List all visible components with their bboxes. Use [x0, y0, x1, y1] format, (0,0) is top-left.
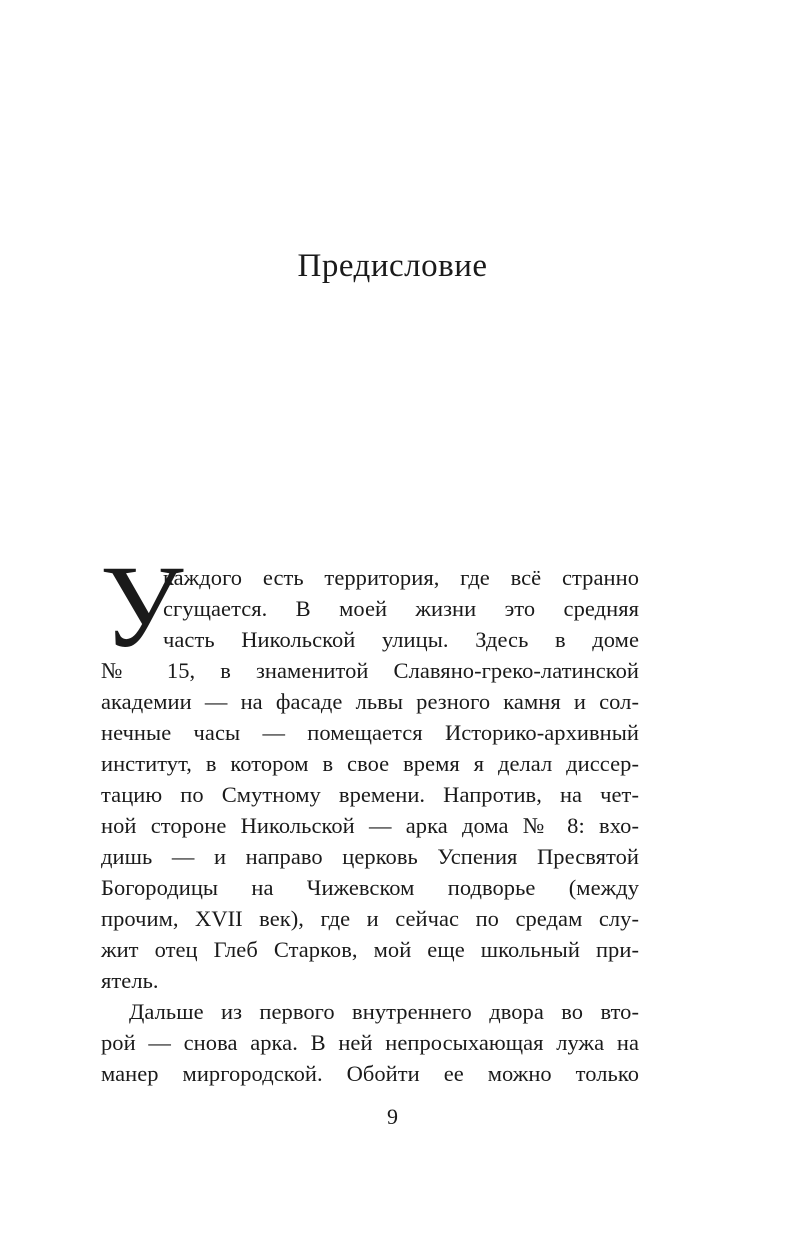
- chapter-title: Предисловие: [297, 248, 488, 284]
- text-line: каждого есть территория, где всё странно: [163, 565, 639, 590]
- text-line: манер миргородской. Обойти ее можно только: [101, 1061, 639, 1086]
- text-line: дишь — и направо церковь Успения Пресвятой: [101, 844, 639, 869]
- text-line: ятель.: [101, 968, 159, 993]
- text-line: Дальше из первого внутреннего двора во вто-: [129, 999, 639, 1024]
- text-line: тацию по Смутному времени. Напротив, на чет-: [101, 782, 639, 807]
- text-line: рой — снова арка. В ней непросыхающая лужа на: [101, 1030, 639, 1055]
- page-number: 9: [387, 1104, 398, 1129]
- text-line: часть Никольской улицы. Здесь в доме: [163, 627, 639, 652]
- text-line: жит отец Глеб Старков, мой еще школьный при-: [101, 937, 639, 962]
- drop-cap-letter: У: [100, 541, 184, 672]
- text-line: сгущается. В моей жизни это средняя: [163, 596, 639, 621]
- text-line: Богородицы на Чижевском подворье (между: [101, 875, 639, 900]
- text-line: академии — на фасаде львы резного камня и сол-: [101, 689, 639, 714]
- text-line: № 15, в знаменитой Славяно-греко-латинской: [101, 658, 639, 683]
- text-line: прочим, XVII век), где и сейчас по средам слу-: [101, 906, 639, 931]
- text-line: институт, в котором в свое время я делал диссер-: [101, 751, 639, 776]
- text-line: нечные часы — помещается Историко-архивный: [101, 720, 639, 745]
- text-line: ной стороне Никольской — арка дома № 8: вхо-: [101, 813, 639, 838]
